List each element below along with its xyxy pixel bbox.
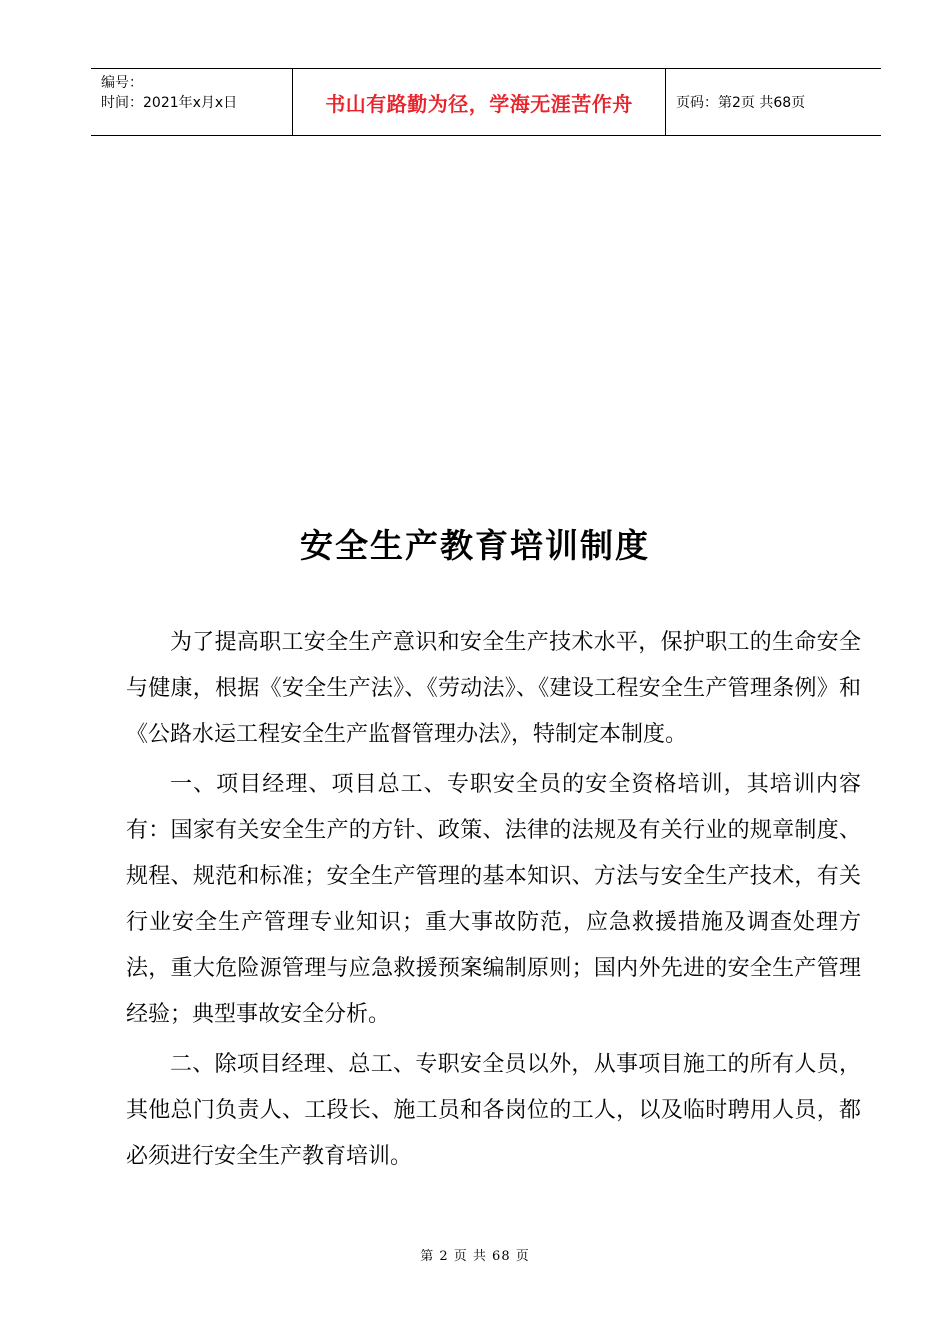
- header-motto: 书山有路勤为径，学海无涯苦作舟: [292, 69, 666, 135]
- document-time-label: 时间：2021年x月x日: [101, 95, 238, 111]
- paragraph-item-2: 二、除项目经理、总工、专职安全员以外，从事项目施工的所有人员，其他总门负责人、工段长、施工员和各岗位的工人，以及临时聘用人员，都必须进行安全生产教育培训。: [126, 1052, 861, 1169]
- document-number-label: 编号：: [101, 75, 143, 91]
- header-meta: [91, 69, 292, 135]
- page-header: [91, 68, 881, 136]
- page-footer: 第 2 页 共 68 页: [420, 1249, 530, 1264]
- paragraph-intro: 为了提高职工安全生产意识和安全生产技术水平，保护职工的生命安全与健康，根据《安全生产法》、《劳动法》、《建设工程安全生产管理条例》和《公路水运工程安全生产监督管理办法》，特制定本制度。: [126, 630, 861, 747]
- document-title: 安全生产教育培训制度: [300, 526, 650, 565]
- document-body: [126, 620, 861, 1184]
- header-page-info: 页码：第2页 共68页: [676, 95, 806, 111]
- paragraph-item-1: 一、项目经理、项目总工、专职安全员的安全资格培训，其培训内容有：国家有关安全生产的方针、政策、法律的法规及有关行业的规章制度、规程、规范和标准；安全生产管理的基本知识、方法与安全生产技术，有关行业安全生产管理专业知识；重大事故防范，应急救援措施及调查处理方法，重大危险源管理与应急救援预案编制原则；国内外先进的安全生产管理经验；典型事故安全分析。: [126, 772, 861, 1027]
